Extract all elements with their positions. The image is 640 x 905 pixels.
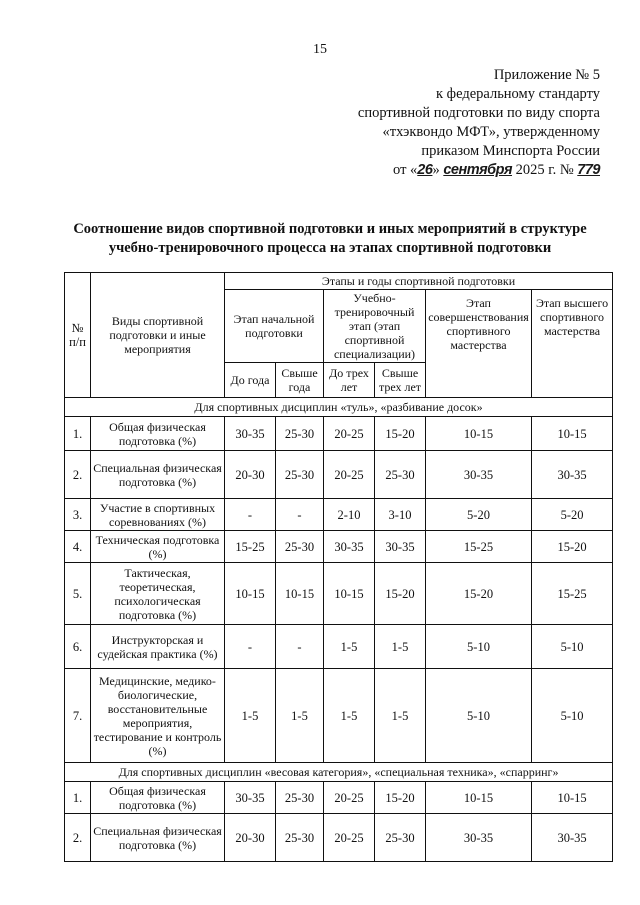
table-row [65, 563, 613, 625]
row-value: 1-5 [375, 625, 426, 669]
row-number: 5. [65, 563, 91, 625]
row-value: 1-5 [324, 669, 375, 763]
table-row [65, 417, 613, 451]
row-value: 15-20 [375, 782, 426, 814]
row-value: - [225, 499, 276, 531]
section-row [65, 763, 613, 782]
row-activity-name: Участие в спортивных соревнованиях (%) [91, 499, 225, 531]
row-value: - [276, 499, 324, 531]
row-value: 15-25 [225, 531, 276, 563]
row-value: 2-10 [324, 499, 375, 531]
appendix-line: Приложение № 5 [493, 67, 600, 83]
row-value: 25-30 [276, 417, 324, 451]
row-value: 5-10 [426, 625, 532, 669]
header-row [65, 273, 613, 290]
document-title [40, 220, 620, 258]
row-value: 3-10 [375, 499, 426, 531]
row-activity-name: Инструкторская и судейская практика (%) [91, 625, 225, 669]
row-value: 1-5 [225, 669, 276, 763]
row-value: 15-20 [375, 563, 426, 625]
row-value: 30-35 [225, 782, 276, 814]
title-line: Соотношение видов спортивной подготовки и иных мероприятий в структуре [73, 221, 587, 237]
row-value: 10-15 [426, 782, 532, 814]
row-value: 30-35 [375, 531, 426, 563]
appendix-line: спортивной подготовки по виду спорта [357, 105, 600, 121]
row-activity-name: Общая физическая подготовка (%) [91, 417, 225, 451]
row-value: 1-5 [276, 669, 324, 763]
appendix-line: к федеральному стандарту [436, 86, 600, 102]
handwritten-day: 26 [417, 162, 433, 178]
row-value: 5-10 [532, 625, 613, 669]
row-value: 1-5 [375, 669, 426, 763]
row-number: 3. [65, 499, 91, 531]
appendix-line: «тхэквондо МФТ», утвержденному [382, 124, 600, 140]
table-row [65, 499, 613, 531]
header-initial-year1: До года [225, 363, 276, 398]
row-value: 15-25 [532, 563, 613, 625]
row-activity-name: Медицинские, медико-биологические, восстановительные мероприятия, тестирование и контроль (%) [91, 669, 225, 763]
row-value: 25-30 [375, 814, 426, 862]
row-value: 30-35 [532, 451, 613, 499]
date-prefix: от « [393, 162, 418, 178]
row-value: - [276, 625, 324, 669]
row-value: 20-25 [324, 782, 375, 814]
section-title: Для спортивных дисциплин «весовая категория», «специальная техника», «спарринг» [65, 763, 613, 782]
row-value: 30-35 [426, 814, 532, 862]
header-highest-stage: Этап высшего спортивного мастерства [532, 290, 613, 398]
header-training-year2: Свыше трех лет [375, 363, 426, 398]
row-value: 30-35 [532, 814, 613, 862]
appendix-block [318, 66, 600, 180]
table-row [65, 451, 613, 499]
row-value: 15-20 [426, 563, 532, 625]
row-value: 15-20 [532, 531, 613, 563]
row-value: 30-35 [324, 531, 375, 563]
row-value: 10-15 [426, 417, 532, 451]
row-number: 6. [65, 625, 91, 669]
training-ratio-table [64, 272, 613, 862]
page-number: 15 [313, 42, 327, 57]
table-row [65, 669, 613, 763]
table-row [65, 625, 613, 669]
row-value: 1-5 [324, 625, 375, 669]
row-number: 4. [65, 531, 91, 563]
row-number: 1. [65, 782, 91, 814]
table-row [65, 531, 613, 563]
row-value: 10-15 [532, 417, 613, 451]
appendix-date-line [318, 161, 600, 180]
row-value: 20-25 [324, 417, 375, 451]
appendix-line: приказом Минспорта России [421, 143, 600, 159]
row-value: 25-30 [276, 782, 324, 814]
handwritten-order-number: 779 [577, 162, 600, 178]
row-value: 30-35 [426, 451, 532, 499]
row-value: 5-20 [532, 499, 613, 531]
row-value: 5-10 [532, 669, 613, 763]
row-value: 20-25 [324, 814, 375, 862]
row-value: 25-30 [276, 451, 324, 499]
row-activity-name: Тактическая, теоретическая, психологическая подготовка (%) [91, 563, 225, 625]
row-value: 25-30 [375, 451, 426, 499]
row-value: 20-25 [324, 451, 375, 499]
header-training-stage: Учебно-тренировочный этап (этап спортивной специализации) [324, 290, 426, 363]
header-types: Виды спортивной подготовки и иные мероприятия [91, 273, 225, 398]
row-number: 2. [65, 451, 91, 499]
date-mid: » [432, 162, 440, 178]
row-value: 10-15 [225, 563, 276, 625]
row-value: 10-15 [324, 563, 375, 625]
row-value: 10-15 [276, 563, 324, 625]
handwritten-month: сентября [443, 162, 513, 178]
section-title: Для спортивных дисциплин «туль», «разбивание досок» [65, 398, 613, 417]
title-line: учебно-тренировочного процесса на этапах спортивной подготовки [108, 240, 552, 256]
row-value: 25-30 [276, 531, 324, 563]
row-value: 25-30 [276, 814, 324, 862]
row-number: 7. [65, 669, 91, 763]
header-training-year1: До трех лет [324, 363, 375, 398]
row-value: 30-35 [225, 417, 276, 451]
row-number: 1. [65, 417, 91, 451]
row-value: 5-20 [426, 499, 532, 531]
header-stages-group: Этапы и годы спортивной подготовки [225, 273, 613, 290]
section-row [65, 398, 613, 417]
row-activity-name: Специальная физическая подготовка (%) [91, 814, 225, 862]
table-row [65, 814, 613, 862]
table-row [65, 782, 613, 814]
row-value: 10-15 [532, 782, 613, 814]
header-initial-stage: Этап начальной подготовки [225, 290, 324, 363]
row-activity-name: Техническая подготовка (%) [91, 531, 225, 563]
date-year: 2025 г. № [515, 162, 574, 178]
header-num: № п/п [65, 273, 91, 398]
row-number: 2. [65, 814, 91, 862]
row-value: - [225, 625, 276, 669]
row-value: 15-25 [426, 531, 532, 563]
row-value: 15-20 [375, 417, 426, 451]
row-value: 20-30 [225, 451, 276, 499]
row-activity-name: Общая физическая подготовка (%) [91, 782, 225, 814]
row-activity-name: Специальная физическая подготовка (%) [91, 451, 225, 499]
header-initial-year2: Свыше года [276, 363, 324, 398]
header-improvement-stage: Этап совершенствования спортивного мастерства [426, 290, 532, 398]
row-value: 5-10 [426, 669, 532, 763]
row-value: 20-30 [225, 814, 276, 862]
